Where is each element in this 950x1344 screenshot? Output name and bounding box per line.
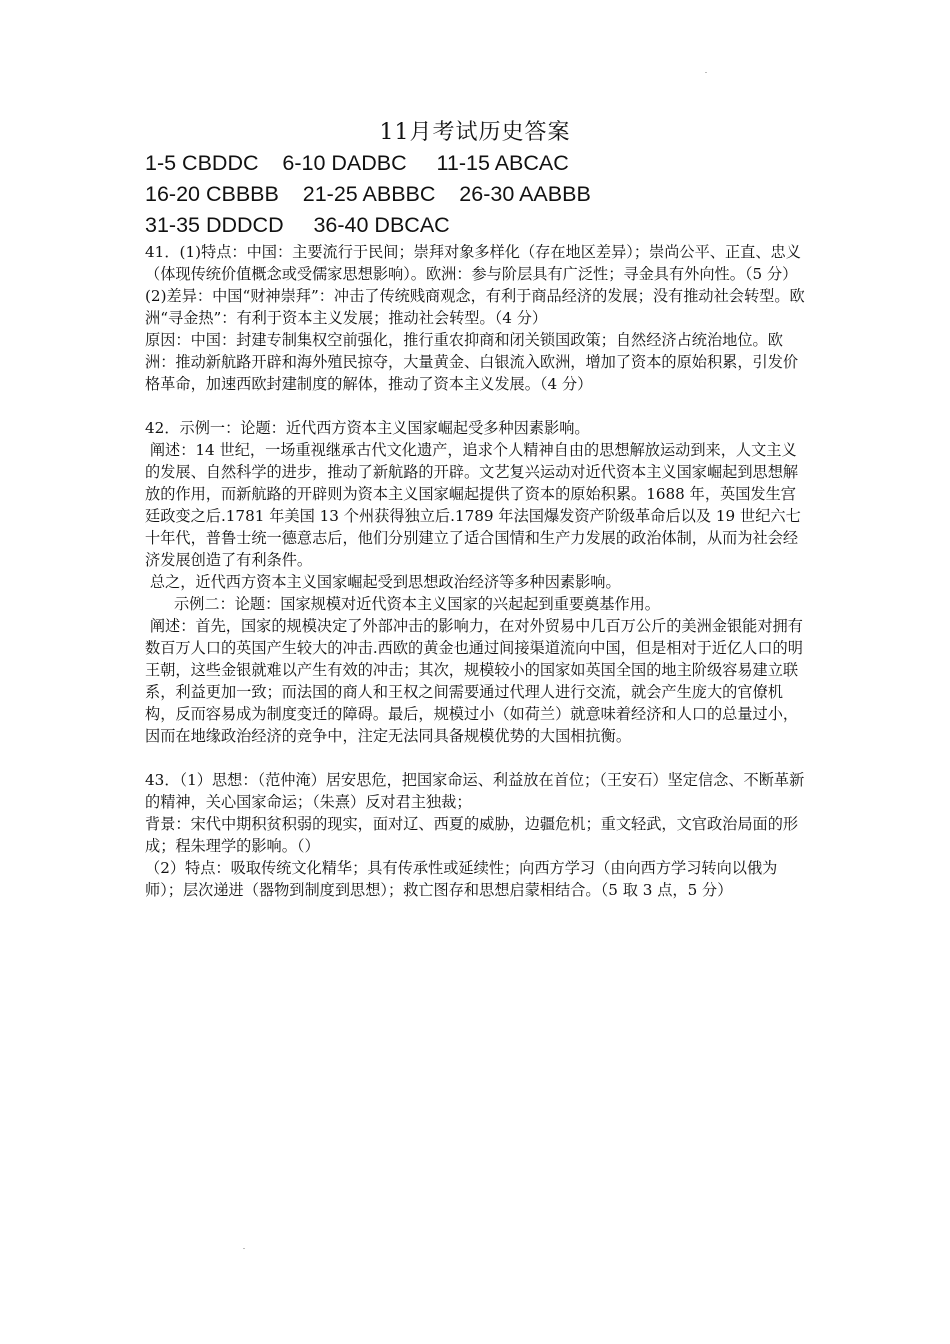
q43-part1-thought: 43．（1）思想：（范仲淹）居安思危，把国家命运、利益放在首位；（王安石）坚定信念、不断革新的精神，关心国家命运；（朱熹）反对君主独裁； (145, 771, 805, 811)
q42-example1-conclusion: 总之，近代西方资本主义国家崛起受到思想政治经济等多种因素影响。 (145, 573, 621, 591)
page-mark-top (705, 72, 707, 73)
answer-row-2: 16-20 CBBBB 21-25 ABBBC 26-30 AABBB (145, 182, 591, 206)
q42-example2-argument: 阐述：首先，国家的规模决定了外部冲击的影响力，在对外贸易中几百万公斤的美洲金银能对拥有数百万人口的英国产生较大的冲击.西欧的黄金也通过间接渠道流向中国，但是相对于近亿人口的明王朝，这些金银就难以产生有效的冲击；其次，规模较小的国家如英国全国的地主阶级容易建立联系，利益更加一致；而法国的商人和王权之间需要通过代理人进行交流，就会产生庞大的官僚机构，反而容易成为制度变迁的障碍。最后，规模过小（如荷兰）就意味着经济和人口的总量过小，因而在地缘政治经济的竞争中，注定无法同具备规模优势的大国相抗衡。 (145, 617, 803, 745)
q43-part1-background: 背景：宋代中期积贫积弱的现实，面对辽、西夏的威胁，边疆危机；重文轻武，文官政治局面的形成；程朱理学的影响。（） (145, 815, 799, 855)
q41-part2: (2)差异：中国“财神崇拜”：冲击了传统贱商观念，有利于商品经济的发展；没有推动社会转型。欧洲“寻金热”：有利于资本主义发展；推动社会转型。（4 分） (145, 287, 805, 327)
q42-example2-thesis: 示例二：论题：国家规模对近代资本主义国家的兴起起到重要奠基作用。 (145, 595, 660, 613)
multiple-choice-answers (145, 148, 845, 241)
spacer (145, 395, 810, 417)
question-42 (145, 417, 810, 747)
q41-reason: 原因：中国：封建专制集权空前强化，推行重农抑商和闭关锁国政策；自然经济占统治地位。欧洲：推动新航路开辟和海外殖民掠夺，大量黄金、白银流入欧洲，增加了资本的原始积累，引发价格革命，加速西欧封建制度的解体，推动了资本主义发展。（4 分） (145, 331, 799, 393)
q43-part2: （2）特点：吸取传统文化精华；具有传承性或延续性；向西方学习（由向西方学习转向以俄为师）；层次递进（器物到制度到思想）；救亡图存和思想启蒙相结合。（5 取 3 点，5 分） (145, 859, 778, 899)
q42-example1-thesis: 42．示例一：论题：近代西方资本主义国家崛起受多种因素影响。 (145, 419, 590, 437)
answer-body (145, 241, 810, 901)
q41-part1: 41．(1)特点：中国：主要流行于民间；崇拜对象多样化（存在地区差异）；崇尚公平、正直、忠义（体现传统价值概念或受儒家思想影响）。欧洲：参与阶层具有广泛性；寻金具有外向性。（5 分） (145, 243, 801, 283)
q42-example1-argument: 阐述：14 世纪，一场重视继承古代文化遗产，追求个人精神自由的思想解放运动到来，人文主义的发展、自然科学的进步，推动了新航路的开辟。文艺复兴运动对近代资本主义国家崛起到思想解放的作用，而新航路的开辟则为资本主义国家崛起提供了资本的原始积累。1688 年，英国发生宫廷政变之后.1781 年美国 13 个州获得独立后.1789 年法国爆发资产阶级革命后以及 19 世纪六七十年代，普鲁士统一德意志后，他们分别建立了适合国情和生产力发展的政治体制，从而为社会经济发展创造了有利条件。 (145, 441, 801, 569)
page-title: 11月考试历史答案 (379, 120, 571, 145)
answer-row-3: 31-35 DDDCD 36-40 DBCAC (145, 213, 450, 237)
question-41 (145, 241, 810, 395)
question-43 (145, 769, 810, 901)
answer-row-1: 1-5 CBDDC 6-10 DADBC 11-15 ABCAC (145, 151, 569, 175)
spacer (145, 747, 810, 769)
page-mark-bottom (243, 1248, 245, 1249)
